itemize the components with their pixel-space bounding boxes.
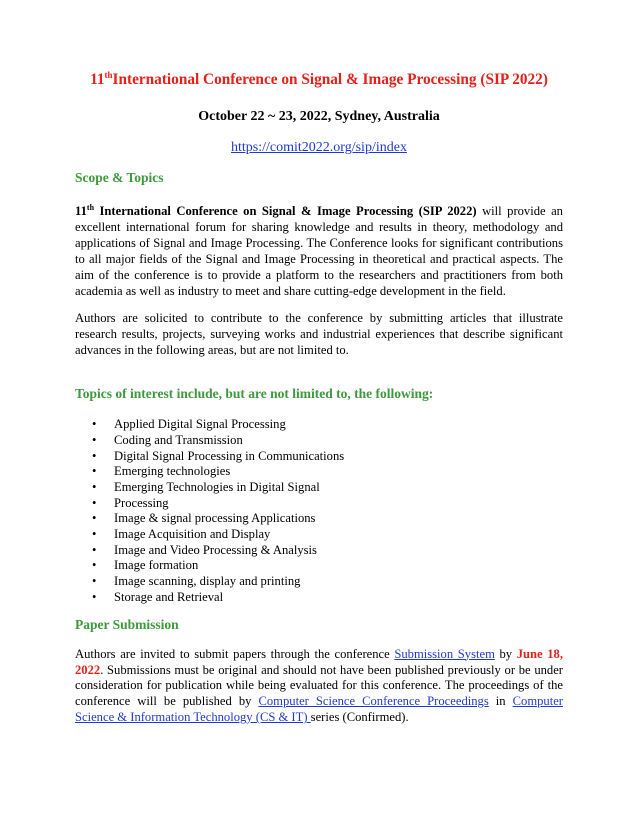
topics-list xyxy=(75,417,563,605)
submission-text-4: in xyxy=(488,694,513,709)
topic-label: Image & signal processing Applications xyxy=(114,511,316,526)
list-item xyxy=(75,496,563,512)
authors-solicited-paragraph: Authors are solicited to contribute to the conference by submitting articles that illustrate research results, projects, surveying works and industrial experiences that describe significant advances in the following areas, but are not limited to. xyxy=(75,311,563,358)
bullet-icon: • xyxy=(92,589,97,604)
event-date-location: October 22 ~ 23, 2022, Sydney, Australia xyxy=(198,109,440,124)
topic-label: Image Acquisition and Display xyxy=(114,527,271,542)
list-item xyxy=(75,433,563,449)
list-item xyxy=(75,480,563,496)
scope-lead-name: International Conference on Signal & Image Processing (SIP 2022) xyxy=(94,204,477,218)
topic-label: Image and Video Processing & Analysis xyxy=(114,542,317,557)
bullet-icon: • xyxy=(92,542,97,557)
bullet-icon: • xyxy=(92,527,97,542)
conference-title xyxy=(75,70,563,90)
bullet-icon: • xyxy=(92,464,97,479)
list-item xyxy=(75,558,563,574)
bullet-icon: • xyxy=(92,432,97,447)
submission-deadline: June 18, 2022 xyxy=(75,646,564,677)
topic-label: Processing xyxy=(114,495,169,510)
bullet-icon: • xyxy=(92,448,97,463)
bullet-icon: • xyxy=(92,495,97,510)
topic-label: Coding and Transmission xyxy=(114,432,243,447)
list-item xyxy=(75,511,563,527)
topic-label: Applied Digital Signal Processing xyxy=(114,417,286,432)
topic-label: Image scanning, display and printing xyxy=(114,574,301,589)
topic-label: Emerging technologies xyxy=(114,464,231,479)
topic-label: Image formation xyxy=(114,558,199,573)
list-item xyxy=(75,543,563,559)
list-item xyxy=(75,527,563,543)
topics-heading: Topics of interest include, but are not limited to, the following: xyxy=(75,386,434,402)
scope-lead-ordinal: 11 xyxy=(75,204,87,218)
scope-intro-paragraph xyxy=(75,204,563,299)
title-name: International Conference on Signal & Image Processing (SIP 2022) xyxy=(112,71,548,88)
list-item xyxy=(75,464,563,480)
topic-label: Digital Signal Processing in Communications xyxy=(114,448,345,463)
bullet-icon: • xyxy=(92,558,97,573)
scope-lead-suffix: th xyxy=(86,203,95,212)
submission-text-3: . Submissions must be original and should not have been published previously or be under consideration for publication while being evaluated for this conference. The proceedings of the conference will be published by xyxy=(75,662,563,709)
submission-text-1: Authors are invited to submit papers through the conference xyxy=(75,646,395,661)
bullet-icon: • xyxy=(92,417,97,432)
list-item xyxy=(75,417,563,433)
paper-submission-heading: Paper Submission xyxy=(75,616,179,632)
bullet-icon: • xyxy=(92,574,97,589)
scope-heading: Scope & Topics xyxy=(75,170,164,185)
title-ordinal: 11 xyxy=(90,71,105,88)
document-page xyxy=(75,70,563,726)
list-item xyxy=(75,590,563,606)
proceedings-link[interactable]: Computer Science Conference Proceedings xyxy=(258,694,489,709)
list-item xyxy=(75,449,563,465)
list-item xyxy=(75,574,563,590)
event-url-line xyxy=(75,139,563,157)
cs-it-journal-link[interactable]: Computer Science & Information Technology (CS & IT) xyxy=(75,694,563,725)
scope-intro-text: will provide an excellent international forum for sharing knowledge and results in theory, methodology and applications of Signal and Image Processing. The Conference looks for significant contributions to all major fields of the Signal and Image Processing in theoretical and practical aspects. The aim of the conference is to provide a platform to the researchers and practitioners from both academia as well as industry to meet and share cutting-edge development in the field. xyxy=(75,204,563,298)
conference-url-link[interactable]: https://comit2022.org/sip/index xyxy=(231,140,407,155)
submission-paragraph xyxy=(75,647,563,727)
submission-text-5: series (Confirmed). xyxy=(310,710,409,725)
bullet-icon: • xyxy=(92,479,97,494)
topic-label: Storage and Retrieval xyxy=(114,589,224,604)
topic-label: Emerging Technologies in Digital Signal xyxy=(114,479,320,494)
title-ordinal-suffix: th xyxy=(104,70,113,80)
submission-text-2: by xyxy=(494,646,517,661)
bullet-icon: • xyxy=(92,511,97,526)
submission-system-link[interactable]: Submission System xyxy=(394,646,495,661)
